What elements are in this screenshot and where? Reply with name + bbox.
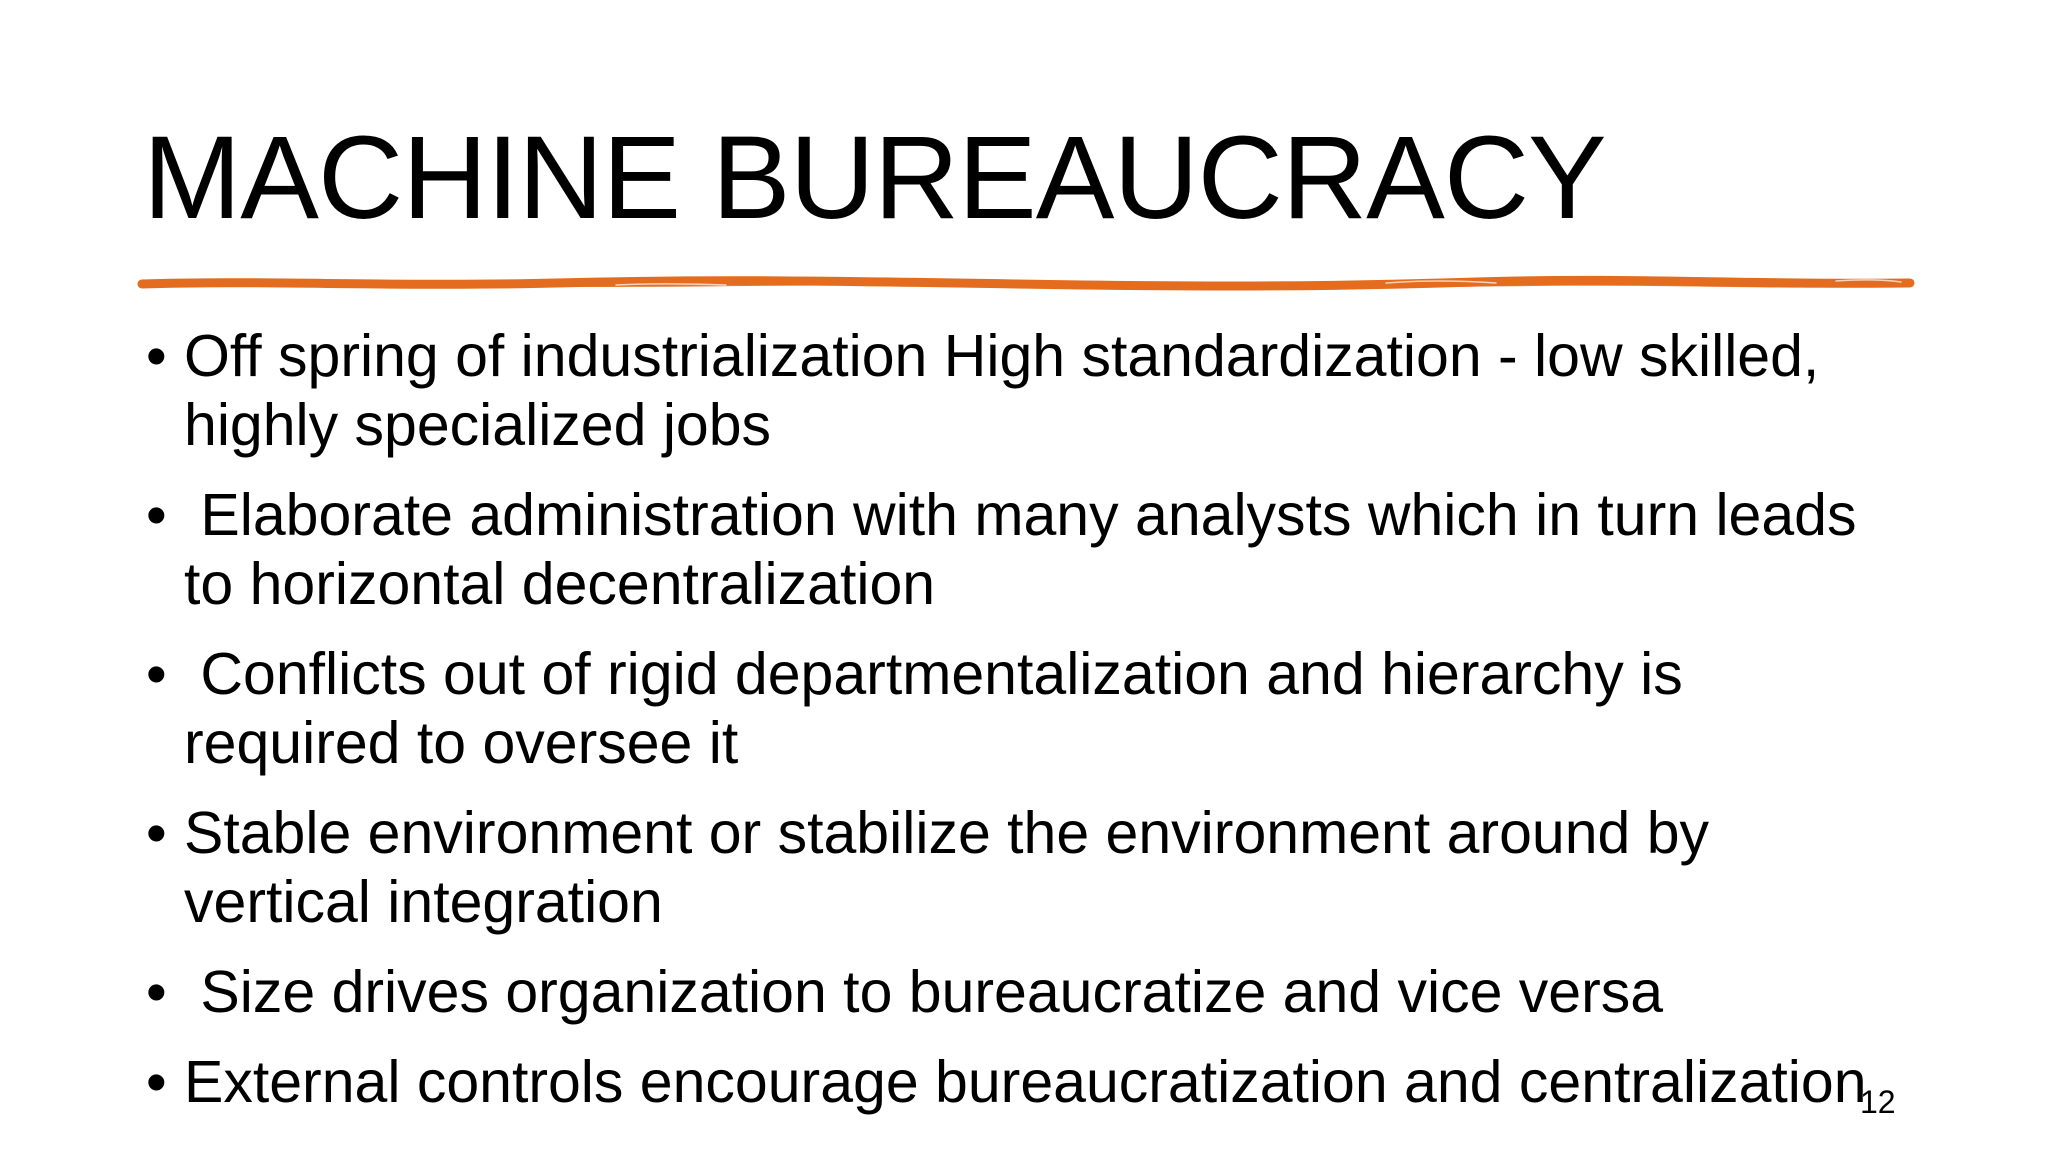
- bullet-text: Off spring of industrialization High standardization - low skilled, highly specialized jobs: [184, 323, 1820, 458]
- bullet-marker: •: [146, 959, 167, 1025]
- bullet-text: Elaborate administration with many analysts which in turn leads to horizontal decentralization: [184, 482, 1873, 617]
- bullet-item: [146, 640, 1886, 778]
- bullet-marker: •: [146, 800, 167, 866]
- bullet-item: [146, 322, 1886, 460]
- title-underline: [136, 272, 1916, 296]
- bullet-item: [146, 799, 1886, 937]
- bullet-marker: •: [146, 482, 167, 548]
- page-number: 12: [1860, 1084, 1896, 1120]
- bullet-item: [146, 958, 1886, 1027]
- bullet-text: Stable environment or stabilize the environment around by vertical integration: [184, 800, 1710, 935]
- bullet-item: [146, 481, 1886, 619]
- bullet-marker: •: [146, 323, 167, 389]
- bullet-marker: •: [146, 641, 167, 707]
- brush-stroke-secondary: [156, 283, 1906, 286]
- bullet-item: [146, 1048, 1886, 1117]
- slide-title: MACHINE BUREAUCRACY: [143, 112, 1606, 244]
- bullet-text: External controls encourage bureaucratization and centralization: [184, 1049, 1867, 1115]
- bullet-marker: •: [146, 1049, 167, 1115]
- bullet-list: [146, 322, 1886, 1138]
- bullet-text: Conflicts out of rigid departmentalization and hierarchy is required to oversee it: [184, 641, 1700, 776]
- bullet-text: Size drives organization to bureaucratize and vice versa: [184, 959, 1664, 1025]
